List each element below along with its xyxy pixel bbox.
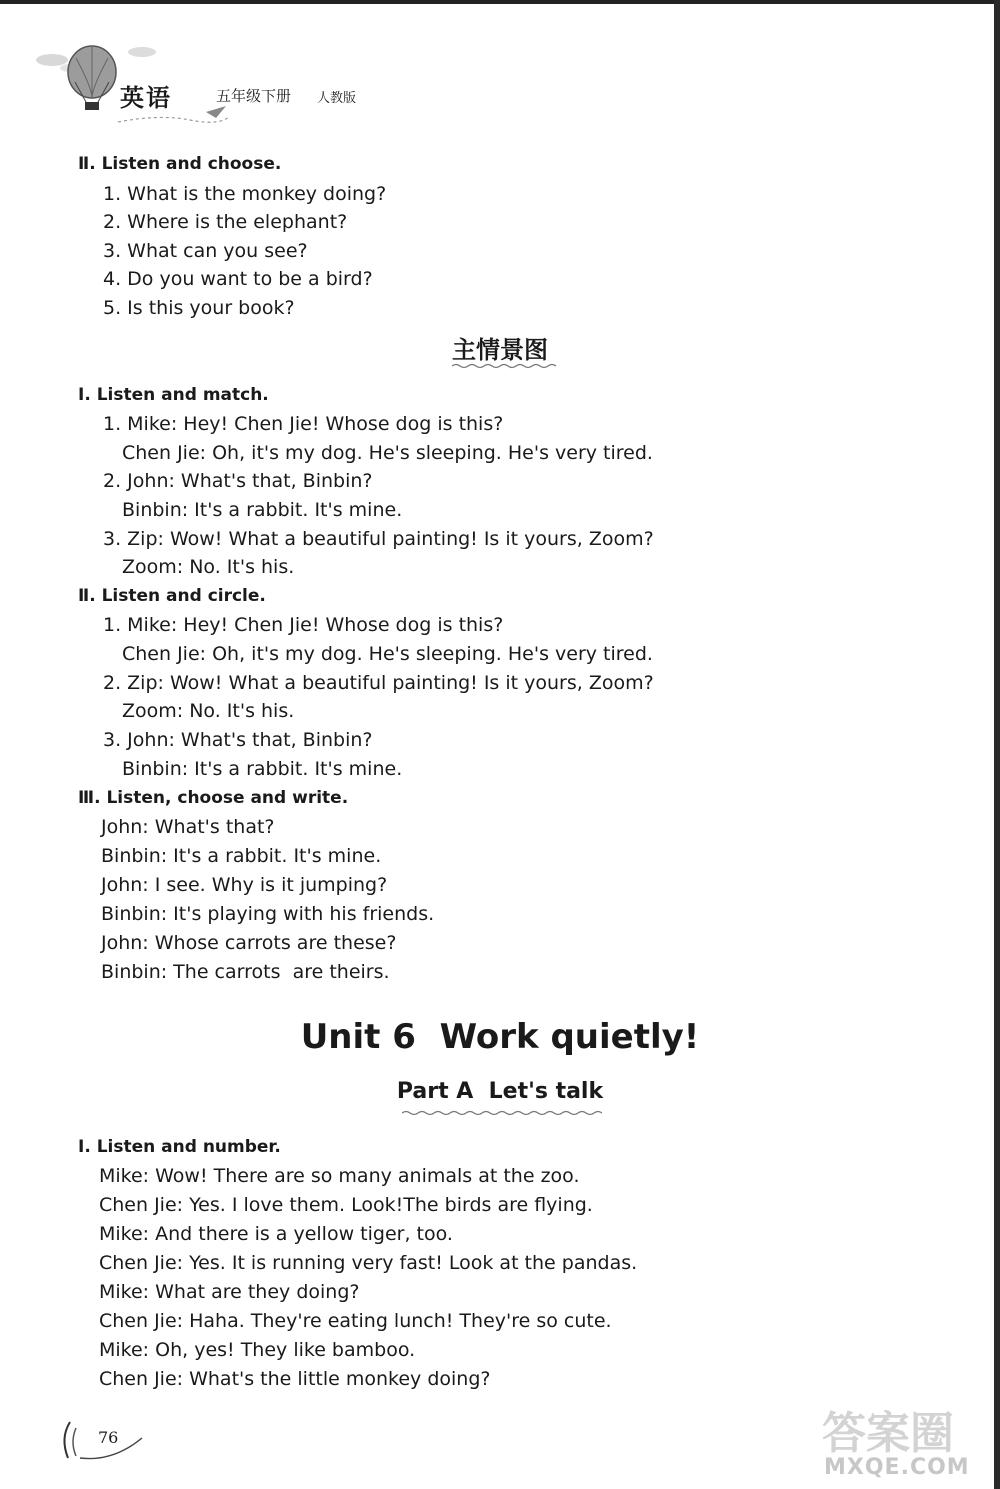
section-heading: Ⅱ. Listen and circle. [78, 586, 266, 606]
page-number: 76 [98, 1428, 119, 1447]
text-line: Binbin: It's playing with his friends. [101, 903, 435, 925]
text-line: Chen Jie: Oh, it's my dog. He's sleeping. He's very tired. [122, 643, 653, 665]
watermark [818, 1395, 998, 1485]
watermark-chars: 答案圈 [822, 1408, 954, 1459]
scene-title: 主情景图 [452, 336, 548, 364]
section-heading: Ⅰ. Listen and number. [78, 1137, 281, 1157]
text-line: 4. Do you want to be a bird? [103, 268, 373, 290]
wavy-underline [402, 1110, 602, 1116]
section-heading: Ⅰ. Listen and match. [78, 385, 269, 405]
text-line: Binbin: It's a rabbit. It's mine. [101, 845, 382, 867]
text-line: 2. Zip: Wow! What a beautiful painting! Is it yours, Zoom? [103, 672, 654, 694]
section-heading: Ⅲ. Listen, choose and write. [78, 788, 349, 808]
text-line: Chen Jie: What's the little monkey doing? [99, 1368, 491, 1390]
text-line: Chen Jie: Oh, it's my dog. He's sleeping. He's very tired. [122, 442, 653, 464]
text-line: Mike: Wow! There are so many animals at the zoo. [99, 1165, 580, 1187]
text-line: Binbin: It's a rabbit. It's mine. [122, 499, 403, 521]
text-line: 1. Mike: Hey! Chen Jie! Whose dog is this? [103, 413, 504, 435]
text-line: 2. John: What's that, Binbin? [103, 470, 373, 492]
right-border [994, 0, 1000, 1489]
part-title: Part A Let's talk [396, 1079, 604, 1104]
text-line: Chen Jie: Yes. It is running very fast! Look at the pandas. [99, 1252, 638, 1274]
text-line: Zoom: No. It's his. [122, 700, 295, 722]
watermark-url: MXQE.COM [824, 1455, 970, 1480]
text-line: Mike: Oh, yes! They like bamboo. [99, 1339, 416, 1361]
text-line: 1. What is the monkey doing? [103, 183, 387, 205]
text-line: 3. What can you see? [103, 240, 308, 262]
text-line: 5. Is this your book? [103, 297, 295, 319]
text-line: John: Whose carrots are these? [101, 932, 397, 954]
text-line: Chen Jie: Haha. They're eating lunch! They're so cute. [99, 1310, 612, 1332]
text-line: Mike: And there is a yellow tiger, too. [99, 1223, 453, 1245]
text-line: Chen Jie: Yes. I love them. Look!The birds are flying. [99, 1194, 593, 1216]
text-line: Binbin: It's a rabbit. It's mine. [122, 758, 403, 780]
text-line: 3. John: What's that, Binbin? [103, 729, 373, 751]
wavy-underline [452, 363, 558, 369]
text-line: John: I see. Why is it jumping? [101, 874, 388, 896]
page-header [30, 30, 370, 130]
text-line: Binbin: The carrots are theirs. [101, 961, 390, 983]
grade-label: 五年级下册 [216, 87, 292, 105]
text-line: 3. Zip: Wow! What a beautiful painting! Is it yours, Zoom? [103, 528, 654, 550]
text-line: Zoom: No. It's his. [122, 556, 295, 578]
unit-title: Unit 6 Work quietly! [300, 1017, 700, 1057]
section-heading: Ⅱ. Listen and choose. [78, 154, 282, 174]
hot-air-balloon-icon [30, 30, 370, 130]
text-line: 2. Where is the elephant? [103, 211, 348, 233]
text-line: John: What's that? [101, 816, 275, 838]
subject-label: 英语 [120, 84, 172, 112]
edition-label: 人教版 [317, 91, 357, 106]
top-border [0, 0, 1000, 4]
text-line: 1. Mike: Hey! Chen Jie! Whose dog is this? [103, 614, 504, 636]
text-line: Mike: What are they doing? [99, 1281, 360, 1303]
